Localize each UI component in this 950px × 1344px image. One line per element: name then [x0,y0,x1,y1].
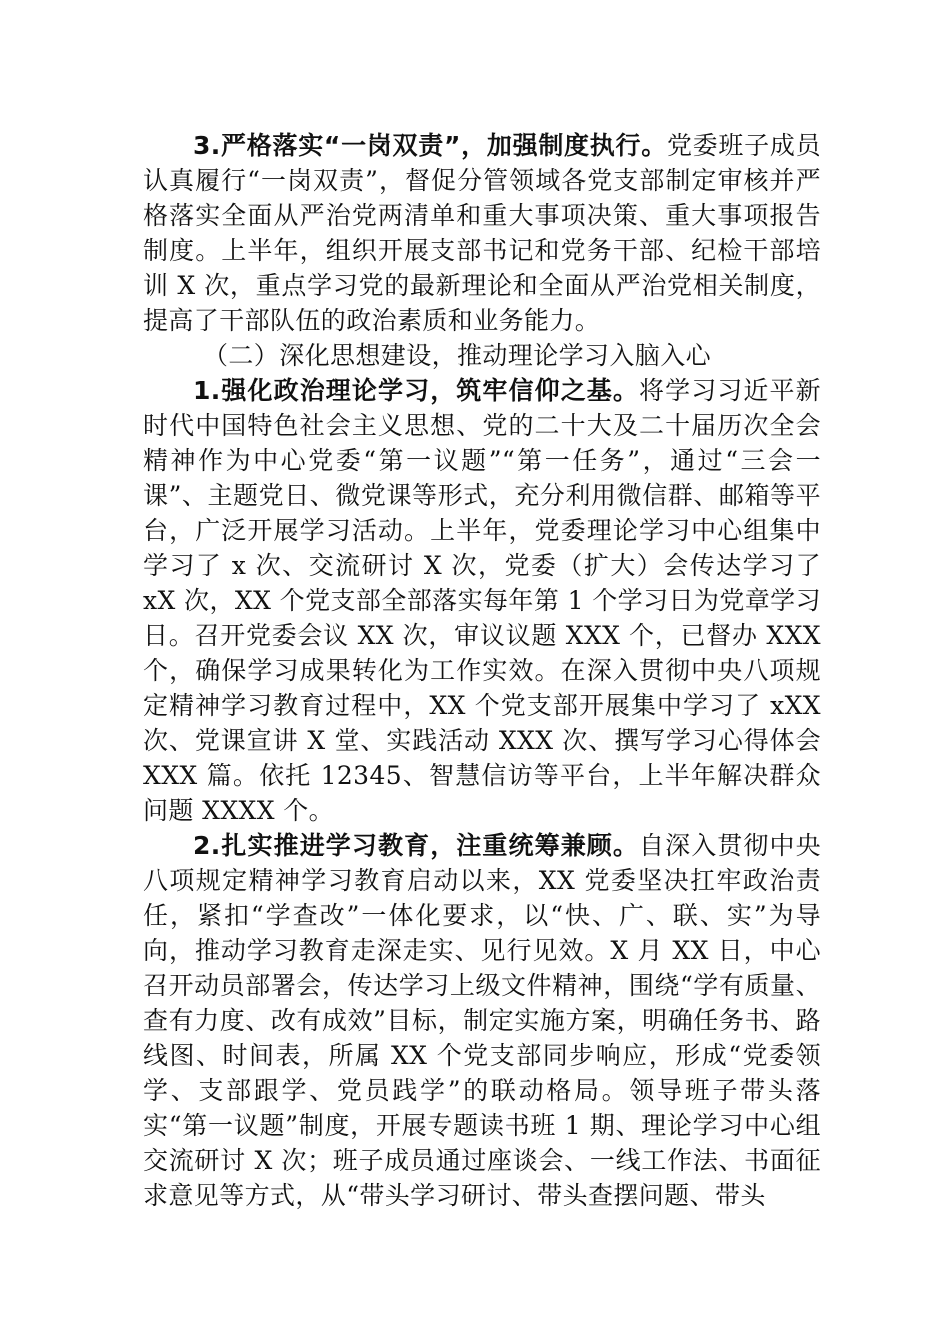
section-title: （二）深化思想建设，推动理论学习入脑入心 [203,341,712,370]
paragraph-text: 自深入贯彻中央八项规定精神学习教育启动以来，XX 党委坚决扛牢政治责任，紧扣“学查改”一体化要求，以“快、广、联、实”为导向，推动学习教育走深走实、见行见效。X 月 XX 日，中心召开动员部署会，传达学习上级文件精神，围绕“学有质量、查有力度、改有成效”目标，制定实施方案，明确任务书、路线图、时间表，所属 XX 个党支部同步响应，形成“党委领学、支部跟学、党员践学”的联动格局。领导班子带头落实“第一议题”制度，开展专题读书班 1 期、理论学习中心组交流研讨 X 次；班子成员通过座谈会、一线工作法、书面征求意见等方式，从“带头学习研讨、带头查摆问题、带头 [143,831,821,1210]
paragraph-heading: 3.严格落实“一岗双责”，加强制度执行。 [193,131,667,160]
paragraph-political-theory [143,373,821,828]
document-body [143,128,821,1213]
paragraph-text: 将学习习近平新时代中国特色社会主义思想、党的二十大及二十届历次全会精神作为中心党委“第一议题”“第一任务”，通过“三会一课”、主题党日、微党课等形式，充分利用微信群、邮箱等平台，广泛开展学习活动。上半年，党委理论学习中心组集中学习了 x 次、交流研讨 X 次，党委（扩大）会传达学习了 xX 次，XX 个党支部全部落实每年第 1 个学习日为党章学习日。召开党委会议 XX 次，审议议题 XXX 个，已督办 XXX 个，确保学习成果转化为工作实效。在深入贯彻中央八项规定精神学习教育过程中，XX 个党支部开展集中学习了 xXX 次、党课宣讲 X 堂、实践活动 XXX 次、撰写学习心得体会 XXX 篇。依托 12345、智慧信访等平台，上半年解决群众问题 XXXX 个。 [143,376,821,825]
paragraph-heading: 2.扎实推进学习教育，注重统筹兼顾。 [193,831,639,860]
paragraph-strict-implementation [143,128,821,338]
paragraph-heading: 1.强化政治理论学习，筑牢信仰之基。 [193,376,639,405]
paragraph-learning-education [143,828,821,1213]
paragraph-text: 党委班子成员认真履行“一岗双责”，督促分管领域各党支部制定审核并严格落实全面从严治党两清单和重大事项决策、重大事项报告制度。上半年，组织开展支部书记和党务干部、纪检干部培训 X 次，重点学习党的最新理论和全面从严治党相关制度，提高了干部队伍的政治素质和业务能力。 [143,131,821,335]
